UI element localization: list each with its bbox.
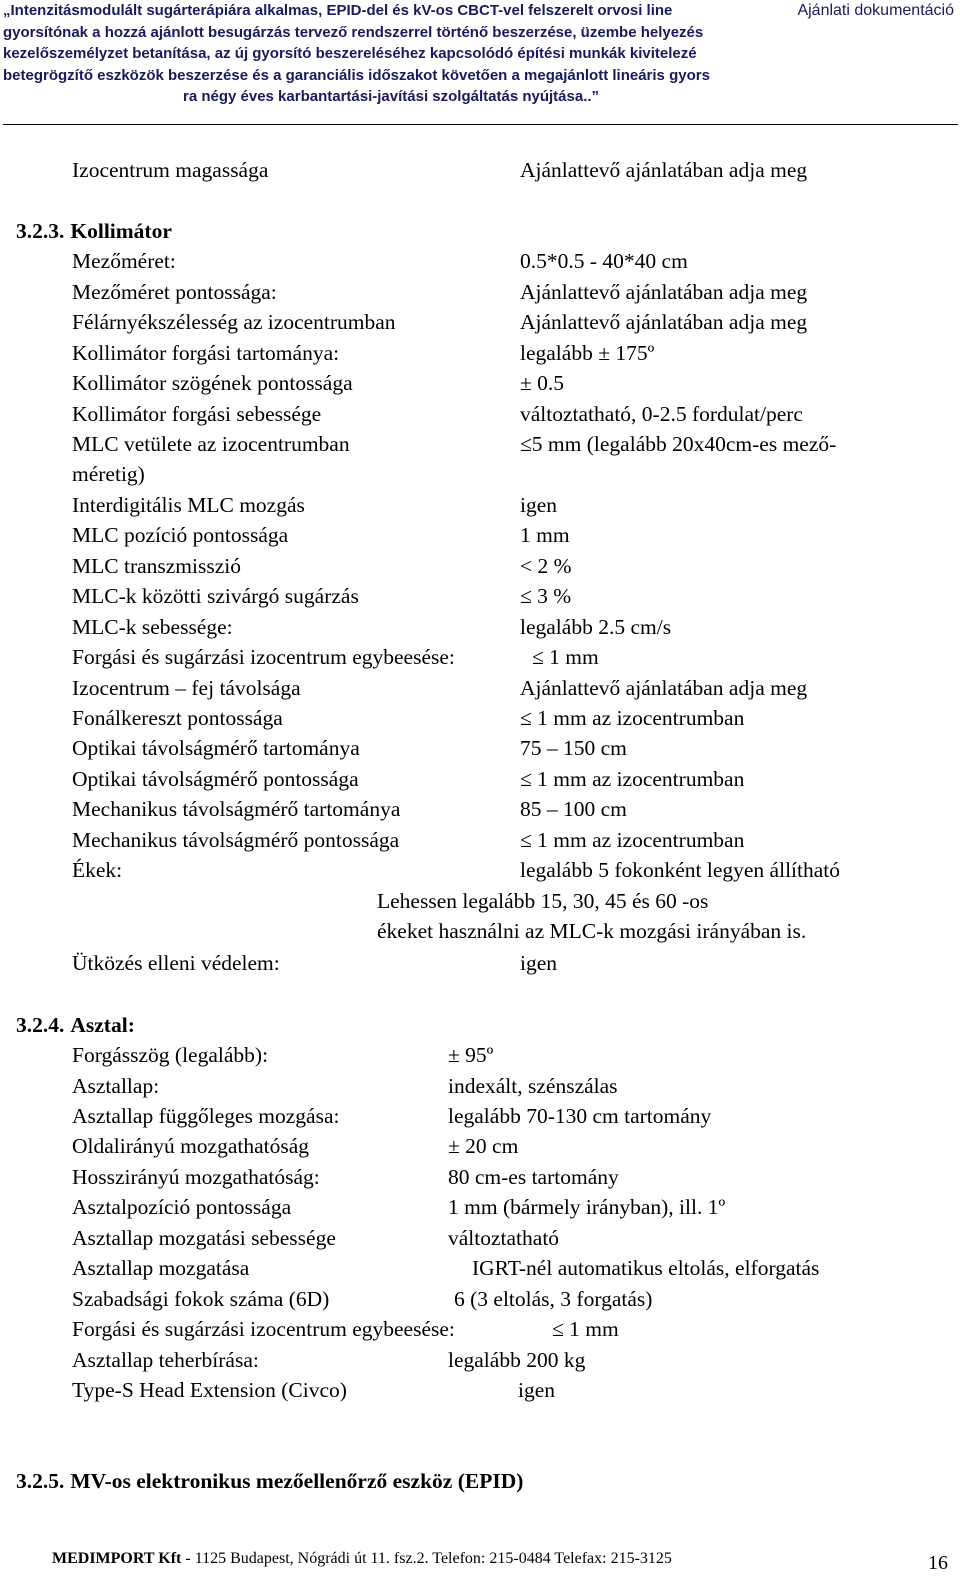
- section-heading-asztal: [16, 1010, 135, 1040]
- spec-value: ≤ 3 %: [520, 584, 572, 608]
- spec-label: Ütközés elleni védelem:: [72, 951, 280, 975]
- spec-label: Interdigitális MLC mozgás: [72, 493, 305, 517]
- header-line: betegrögzítő eszközök beszerzése és a garanciális időszakot követően a megajánlott lineáris gyors: [3, 66, 710, 84]
- header-line: ra négy éves karbantartási-javítási szolgáltatás nyújtása..”: [183, 88, 600, 105]
- spec-label: MLC-k közötti szivárgó sugárzás: [72, 584, 359, 608]
- spec-value: legalább 70-130 cm tartomány: [448, 1104, 712, 1128]
- spec-label: Kollimátor forgási sebessége: [72, 402, 322, 426]
- spec-value: Lehessen legalább 15, 30, 45 és 60 -os: [377, 889, 709, 913]
- spec-value: < 2 %: [520, 554, 572, 578]
- spec-value: Ajánlattevő ajánlatában adja meg: [520, 310, 808, 334]
- section-heading-epid: [16, 1466, 523, 1496]
- spec-label: Asztallap mozgatása: [72, 1256, 250, 1280]
- spec-label: Type-S Head Extension (Civco): [72, 1378, 347, 1402]
- spec-value: 80 cm-es tartomány: [448, 1165, 619, 1189]
- spec-value: 75 – 150 cm: [520, 736, 627, 760]
- spec-label: Asztallap:: [72, 1074, 160, 1098]
- header-divider: [3, 124, 958, 125]
- spec-value: ékeket használni az MLC-k mozgási irányában is.: [377, 919, 807, 943]
- spec-value: 1 mm: [520, 523, 570, 547]
- spec-label: Asztallap mozgatási sebessége: [72, 1226, 336, 1250]
- spec-value: igen: [520, 951, 558, 975]
- header-line: gyorsítónak a hozzá ajánlott besugárzás tervező rendszerrel történő beszerzése, üzembe helyezés: [3, 23, 704, 41]
- spec-value: 85 – 100 cm: [520, 797, 627, 821]
- spec-value: legalább 5 fokonként legyen állítható: [520, 858, 841, 882]
- header-line: „Intenzitásmodulált sugárterápiára alkalmas, EPID-del és kV-os CBCT-vel felszerelt orvosi line: [3, 2, 673, 19]
- header-title-block: [3, 0, 738, 108]
- section-title: MV-os elektronikus mezőellenőrző eszköz (EPID): [70, 1469, 524, 1493]
- spec-label: Izocentrum – fej távolsága: [72, 676, 301, 700]
- spec-label: Kollimátor forgási tartománya:: [72, 341, 340, 365]
- spec-label: MLC transzmisszió: [72, 554, 241, 578]
- footer-contact: [52, 1550, 672, 1568]
- spec-label: Félárnyékszélesség az izocentrumban: [72, 310, 396, 334]
- spec-value: ≤ 1 mm az izocentrumban: [520, 828, 745, 852]
- spec-label: Mechanikus távolságmérő tartománya: [72, 797, 401, 821]
- spec-label: Izocentrum magassága: [72, 158, 269, 182]
- spec-value: ± 20 cm: [448, 1134, 519, 1158]
- spec-value: Ajánlattevő ajánlatában adja meg: [520, 158, 808, 182]
- spec-value: legalább ± 175º: [520, 341, 655, 365]
- spec-value: 1 mm (bármely irányban), ill. 1º: [448, 1195, 726, 1219]
- header-line: kezelőszemélyzet betanítása, az új gyorsító beszereléséhez kapcsolódó építési munkák kivitelezé: [3, 45, 697, 62]
- footer-company: MEDIMPORT Kft: [52, 1550, 182, 1567]
- spec-value: legalább 200 kg: [448, 1348, 586, 1372]
- spec-value: IGRT-nél automatikus eltolás, elforgatás: [472, 1256, 820, 1280]
- page-number: 16: [928, 1552, 948, 1574]
- section-heading-kollimator: [16, 216, 172, 246]
- spec-value: ≤ 1 mm az izocentrumban: [520, 706, 745, 730]
- spec-label: Ékek:: [72, 858, 123, 882]
- spec-value: 6 (3 eltolás, 3 forgatás): [454, 1287, 653, 1311]
- spec-value: 0.5*0.5 - 40*40 cm: [520, 249, 688, 273]
- spec-label: MLC vetülete az izocentrumban: [72, 432, 350, 456]
- spec-value: legalább 2.5 cm/s: [520, 615, 672, 639]
- document-header: [0, 0, 960, 126]
- spec-label: Forgási és sugárzási izocentrum egybeesése:: [72, 645, 455, 669]
- spec-label: Optikai távolságmérő tartománya: [72, 736, 360, 760]
- spec-label: Asztallap függőleges mozgása:: [72, 1104, 340, 1128]
- spec-label: Kollimátor szögének pontossága: [72, 371, 353, 395]
- spec-value: ≤ 1 mm: [552, 1317, 619, 1341]
- spec-label: Fonálkereszt pontossága: [72, 706, 283, 730]
- spec-label: Optikai távolságmérő pontossága: [72, 767, 359, 791]
- spec-value: változtatható: [448, 1226, 560, 1250]
- spec-value: változtatható, 0-2.5 fordulat/perc: [520, 402, 803, 426]
- spec-label: Forgásszög (legalább):: [72, 1043, 269, 1067]
- spec-label: Asztalpozíció pontossága: [72, 1195, 292, 1219]
- footer-address: - 1125 Budapest, Nógrádi út 11. fsz.2. Telefon: 215-0484 Telefax: 215-3125: [181, 1550, 672, 1567]
- header-doc-type: Ajánlati dokumentáció: [797, 2, 954, 19]
- spec-label: Oldalirányú mozgathatóság: [72, 1134, 310, 1158]
- spec-label: Mechanikus távolságmérő pontossága: [72, 828, 400, 852]
- spec-value: ≤5 mm (legalább 20x40cm-es mező-: [520, 432, 837, 456]
- document-footer: [0, 1544, 960, 1574]
- spec-label: MLC pozíció pontossága: [72, 523, 289, 547]
- spec-label: Forgási és sugárzási izocentrum egybeesése:: [72, 1317, 455, 1341]
- spec-label: Mezőméret pontossága:: [72, 280, 277, 304]
- spec-value: ≤ 1 mm az izocentrumban: [520, 767, 745, 791]
- spec-value: igen: [520, 493, 558, 517]
- spec-label: Hosszirányú mozgathatóság:: [72, 1165, 320, 1189]
- spec-value: ± 95º: [448, 1043, 494, 1067]
- spec-value: Ajánlattevő ajánlatában adja meg: [520, 280, 808, 304]
- spec-value: igen: [518, 1378, 556, 1402]
- section-number: 3.2.5.: [16, 1469, 65, 1493]
- spec-label: MLC-k sebessége:: [72, 615, 233, 639]
- spec-value: ≤ 1 mm: [532, 645, 599, 669]
- spec-label: méretig): [72, 462, 145, 486]
- spec-label: Asztallap teherbírása:: [72, 1348, 259, 1372]
- section-number: 3.2.3.: [16, 219, 65, 243]
- section-title: Asztal:: [70, 1013, 135, 1037]
- section-title: Kollimátor: [70, 219, 172, 243]
- spec-label: Mezőméret:: [72, 249, 176, 273]
- spec-value: ± 0.5: [520, 371, 565, 395]
- spec-value: indexált, szénszálas: [448, 1074, 618, 1098]
- spec-label: Szabadsági fokok száma (6D): [72, 1287, 330, 1311]
- spec-value: Ajánlattevő ajánlatában adja meg: [520, 676, 808, 700]
- section-number: 3.2.4.: [16, 1013, 65, 1037]
